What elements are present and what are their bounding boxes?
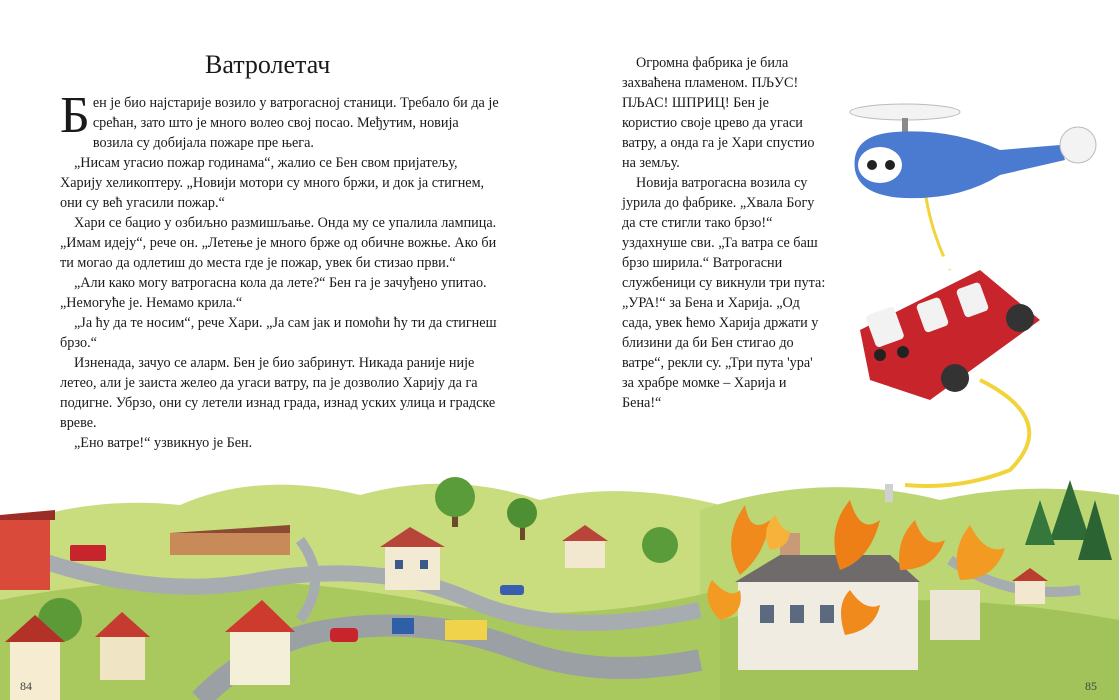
paragraph: Хари се бацио у озбиљно размишљање. Онда му се упалила лампица. „Имам идеју“, рече он. „Летење је много брже од обичне вожње. Ако би ти могао да одлетиш до места где је пожар, увек би стизао први.“ xyxy=(60,215,497,271)
paragraph: „Нисам угасио пожар годинама“, жалио се Бен свом пријатељу, Харију хеликоптеру. „Новији мотори су много бржи, и док ја стигнем, они су већ угасили пожар.“ xyxy=(60,155,485,211)
paragraph: „Ено ватре!“ узвикнуо је Бен. xyxy=(74,435,253,451)
paragraph: Изненада, зачуо се аларм. Бен је био забринут. Никада раније није летео, али је заиста желео да угаси ватру, па је дозволио Харију да га подигне. Убрзо, они су летели изнад града, изнад уских улица и градске вреве. xyxy=(60,355,496,431)
left-page-text xyxy=(60,87,500,453)
helicopter-icon xyxy=(850,104,1096,198)
paragraph: Бен је био најстарије возило у ватрогасној станици. Требало би да је срећан, зато што је много волео свој посао. Међутим, новија возила су добијала пожаре пре њега. xyxy=(60,87,499,151)
paragraph: Огромна фабрика је била захваћена пламеном. ПЉУС! ПЉАС! ШПРИЦ! Бен је користио своје црево да угаси ватру, а онда га је Хари спустио на земљу. xyxy=(622,55,815,171)
paragraph: „Ја ћу да те носим“, рече Хари. „Ја сам јак и помоћи ћу ти да стигнеш брзо.“ xyxy=(60,315,497,351)
paragraph: „Али како могу ватрогасна кола да лете?“ Бен га је зачуђено упитао. „Немогуће је. Немамо крила.“ xyxy=(60,275,487,311)
story-title: Ватролетач xyxy=(205,50,331,79)
page-number-right: 85 xyxy=(1085,679,1097,693)
paragraph: Новија ватрогасна возила су јурила до фабрике. „Хвала Богу да сте стигли тако брзо!“ уздахнуше сви. „Та ватра се баш брзо ширила.“ Ватрогасни службеници су викнули три пута: „УРА!“ за Бена и Харија. „Од сада, увек ћемо Харија држати у близини да би Бен стигао до ватре“, рекли су. „Три пута 'ура' за храбре момке – Харија и Бена!“ xyxy=(622,175,826,411)
drop-cap: Б xyxy=(60,87,90,144)
right-page-text xyxy=(622,53,827,413)
page-number-left: 84 xyxy=(20,679,32,693)
fire-truck-icon xyxy=(860,237,1040,400)
